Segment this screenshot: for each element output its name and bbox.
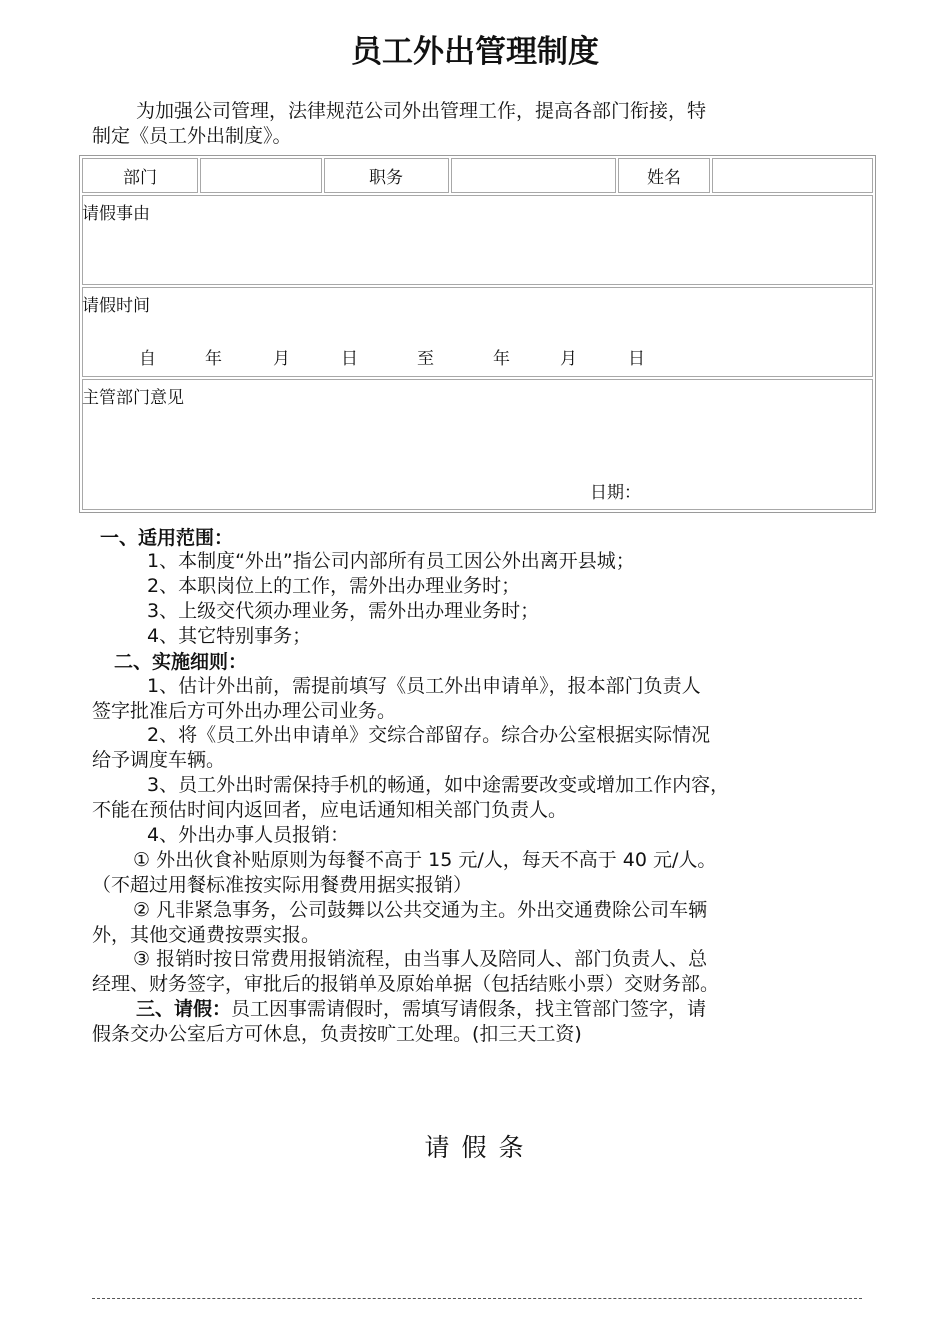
time-year-2: 年 [493,349,510,369]
section2-line: 给予调度车辆。 [92,749,226,771]
reason-cell[interactable] [82,195,873,285]
opinion-label: 主管部门意见 [82,388,184,408]
section1-item: 3、上级交代须办理业务，需外出办理业务时； [147,600,540,622]
section2-line: 1、估计外出前，需提前填写《员工外出申请单》，报本部门负责人 [147,675,701,697]
time-year-1: 年 [205,349,222,369]
intro-line-2: 制定《员工外出制度》。 [92,125,292,147]
section2-line: ① 外出伙食补贴原则为每餐不高于 15 元/人，每天不高于 40 元/人。 [133,849,717,871]
dept-label: 部门 [123,168,157,188]
time-day-2: 日 [628,349,645,369]
section3-text: 员工因事需请假时，需填写请假条，找主管部门签字，请 [231,998,707,1020]
section3-line-1 [136,997,706,1022]
leave-form-table [79,155,876,513]
position-label: 职务 [369,168,403,188]
intro-line-1: 为加强公司管理，法律规范公司外出管理工作，提高各部门衔接，特 [136,100,707,122]
section2-heading: 二、实施细则： [114,651,248,673]
time-from: 自 [139,349,156,369]
section3-line-2: 假条交办公室后方可休息，负责按旷工处理。(扣三天工资) [92,1023,582,1045]
cut-line-divider [92,1298,862,1299]
position-input-cell[interactable] [451,158,616,193]
leave-slip-title: 请 假 条 [424,1133,526,1162]
section2-line: 4、外出办事人员报销： [147,824,350,846]
section2-line: 经理、财务签字，审批后的报销单及原始单据（包括结账小票）交财务部。 [92,973,720,995]
section3-heading: 三、请假： [136,998,232,1020]
reason-label: 请假事由 [82,204,150,224]
section2-line: 2、将《员工外出申请单》交综合部留存。综合办公室根据实际情况 [147,724,711,746]
time-month-1: 月 [273,349,290,369]
time-month-2: 月 [560,349,577,369]
section2-line: ② 凡非紧急事务，公司鼓舞以公共交通为主。外出交通费除公司车辆 [133,899,708,921]
section2-line: 不能在预估时间内返回者，应电话通知相关部门负责人。 [92,799,568,821]
name-label: 姓名 [647,168,681,188]
name-input-cell[interactable] [712,158,873,193]
time-day-1: 日 [341,349,358,369]
date-label: 日期： [590,483,641,503]
section1-item: 4、其它特别事务； [147,625,312,647]
time-label: 请假时间 [82,296,150,316]
time-to: 至 [417,349,434,369]
section2-line: ③ 报销时按日常费用报销流程，由当事人及陪同人、部门负责人、总 [133,948,708,970]
document-title: 员工外出管理制度 [351,34,599,70]
dept-label-cell [82,158,198,193]
section1-item: 2、本职岗位上的工作，需外出办理业务时； [147,575,521,597]
dept-input-cell[interactable] [200,158,322,193]
time-cell[interactable] [82,287,873,377]
position-label-cell [324,158,449,193]
section2-line: （不超过用餐标准按实际用餐费用据实报销） [92,874,473,896]
section2-line: 签字批准后方可外出办理公司业务。 [92,700,397,722]
section2-line: 3、员工外出时需保持手机的畅通，如中途需要改变或增加工作内容， [147,774,730,796]
section1-item: 1、本制度“外出”指公司内部所有员工因公外出离开县城； [147,550,635,572]
opinion-cell[interactable] [82,379,873,510]
section1-heading: 一、适用范围： [100,527,234,549]
section2-line: 外，其他交通费按票实报。 [92,924,321,946]
name-label-cell [618,158,710,193]
